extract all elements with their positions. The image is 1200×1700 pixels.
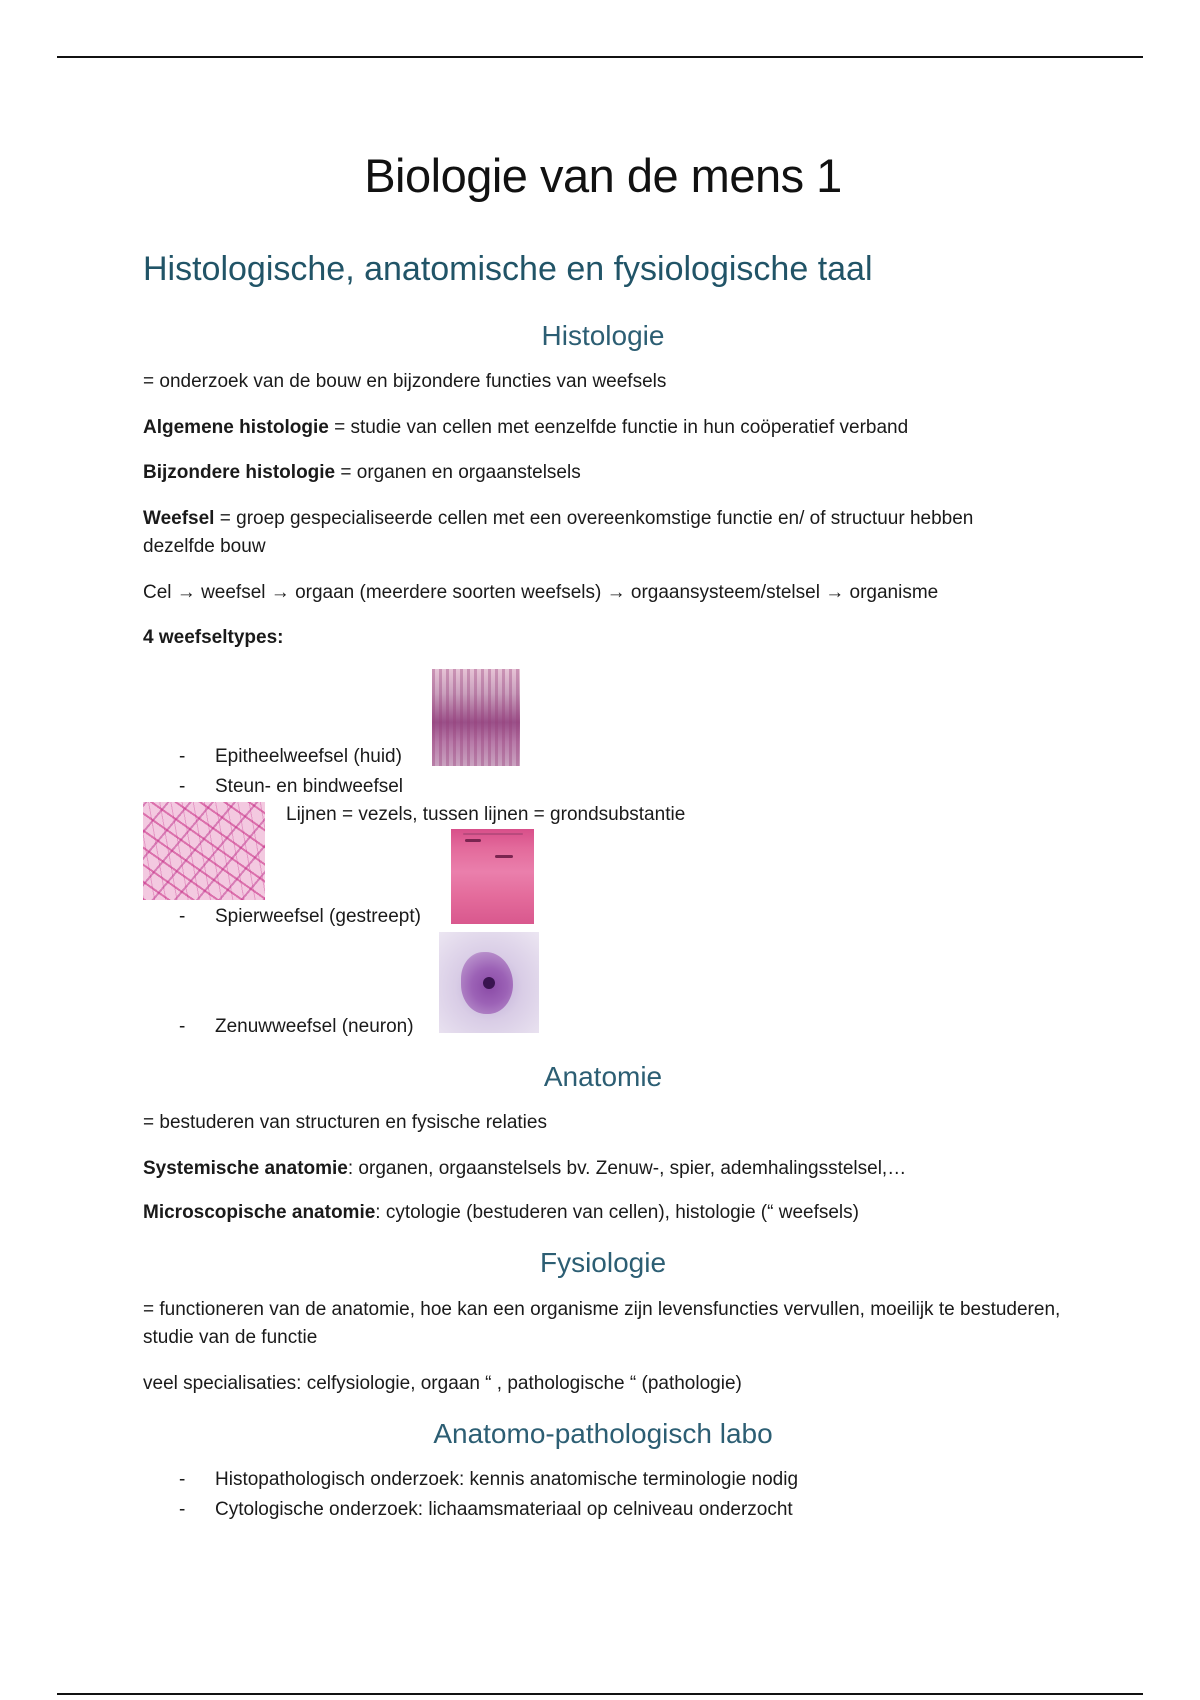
- algemene-histologie: [143, 414, 1063, 442]
- heading-histologie: Histologie: [541, 320, 665, 351]
- muscle-streak: [465, 839, 481, 842]
- muscle-streak: [495, 855, 513, 858]
- term: Weefsel: [143, 508, 215, 529]
- connective-tissue-note: Lijnen = vezels, tussen lijnen = grondsubstantie: [286, 804, 686, 825]
- neuron-nucleus: [483, 977, 495, 989]
- labo-item: Cytologische onderzoek: lichaamsmateriaal op celniveau onderzocht: [215, 1499, 793, 1520]
- arrow-icon: →: [176, 582, 196, 603]
- chain-item: orgaan (meerdere soorten weefsels): [295, 582, 602, 603]
- dash-bullet: -: [179, 1469, 186, 1490]
- definition-text: : organen, orgaanstelsels bv. Zenuw-, spier, ademhalingsstelsel,…: [347, 1158, 907, 1179]
- connective-tissue-image: [143, 802, 265, 900]
- dash-bullet: -: [179, 1499, 186, 1520]
- tissue-type: Epitheelweefsel (huid): [215, 746, 402, 767]
- dash-bullet: -: [179, 776, 186, 797]
- chain-item: orgaansysteem/stelsel: [630, 582, 820, 603]
- definition-text: = organen en orgaanstelsels: [335, 462, 581, 483]
- anatomie-definition: = bestuderen van structuren en fysische relaties: [143, 1112, 547, 1133]
- chain-item: weefsel: [201, 582, 266, 603]
- dash-bullet: -: [179, 746, 186, 767]
- heading-anatomie: Anatomie: [543, 1061, 663, 1092]
- fysiologie-definition: = functioneren van de anatomie, hoe kan een organisme zijn levensfuncties vervullen, moeilijk te bestuderen, studie van de functie: [143, 1299, 1061, 1348]
- arrow-icon: →: [606, 582, 626, 603]
- arrow-icon: →: [270, 582, 290, 603]
- term: Microscopische anatomie: [143, 1202, 376, 1223]
- tissue-type: Spierweefsel (gestreept): [215, 906, 421, 927]
- systemische-anatomie: [143, 1155, 1063, 1183]
- tissue-type: Zenuwweefsel (neuron): [215, 1016, 414, 1037]
- microscopische-anatomie: [143, 1199, 1063, 1227]
- definition-text: = studie van cellen met eenzelfde functie in hun coöperatief verband: [328, 417, 909, 438]
- muscle-tissue-image: [451, 829, 534, 924]
- definition-text: = groep gespecialiseerde cellen met een overeenkomstige functie en/ of structuur hebben dezelfde bouw: [143, 508, 974, 557]
- chain-item: Cel: [143, 582, 172, 603]
- term: Algemene histologie: [143, 417, 329, 438]
- bottom-rule: [57, 1693, 1143, 1695]
- weefsel-definition: [143, 505, 1023, 561]
- term: Systemische anatomie: [143, 1158, 348, 1179]
- labo-item: Histopathologisch onderzoek: kennis anatomische terminologie nodig: [215, 1469, 799, 1490]
- page-title: Biologie van de mens 1: [364, 149, 842, 202]
- section-heading: Histologische, anatomische en fysiologische taal: [143, 250, 873, 288]
- tissue-type: Steun- en bindweefsel: [215, 776, 404, 797]
- muscle-streak: [463, 833, 523, 835]
- neuron-image: [439, 932, 539, 1033]
- fysiologie-specialisaties: veel specialisaties: celfysiologie, orgaan “ , pathologische “ (pathologie): [143, 1373, 742, 1394]
- weefseltypes-heading: [143, 624, 1063, 652]
- dash-bullet: -: [179, 906, 186, 927]
- bijzondere-histologie: [143, 459, 1063, 487]
- definition-text: : cytologie (bestuderen van cellen), histologie (“ weefsels): [375, 1202, 859, 1223]
- histologie-definition: = onderzoek van de bouw en bijzondere functies van weefsels: [143, 371, 667, 392]
- organization-chain: [143, 579, 1063, 607]
- heading-labo: Anatomo-pathologisch labo: [433, 1418, 773, 1449]
- top-rule: [57, 56, 1143, 58]
- chain-item: organisme: [849, 582, 939, 603]
- arrow-icon: →: [825, 582, 845, 603]
- heading-fysiologie: Fysiologie: [539, 1247, 667, 1278]
- weefseltypes-label: 4 weefseltypes:: [143, 627, 284, 648]
- term: Bijzondere histologie: [143, 462, 336, 483]
- epithelium-image: [432, 669, 520, 766]
- dash-bullet: -: [179, 1016, 186, 1037]
